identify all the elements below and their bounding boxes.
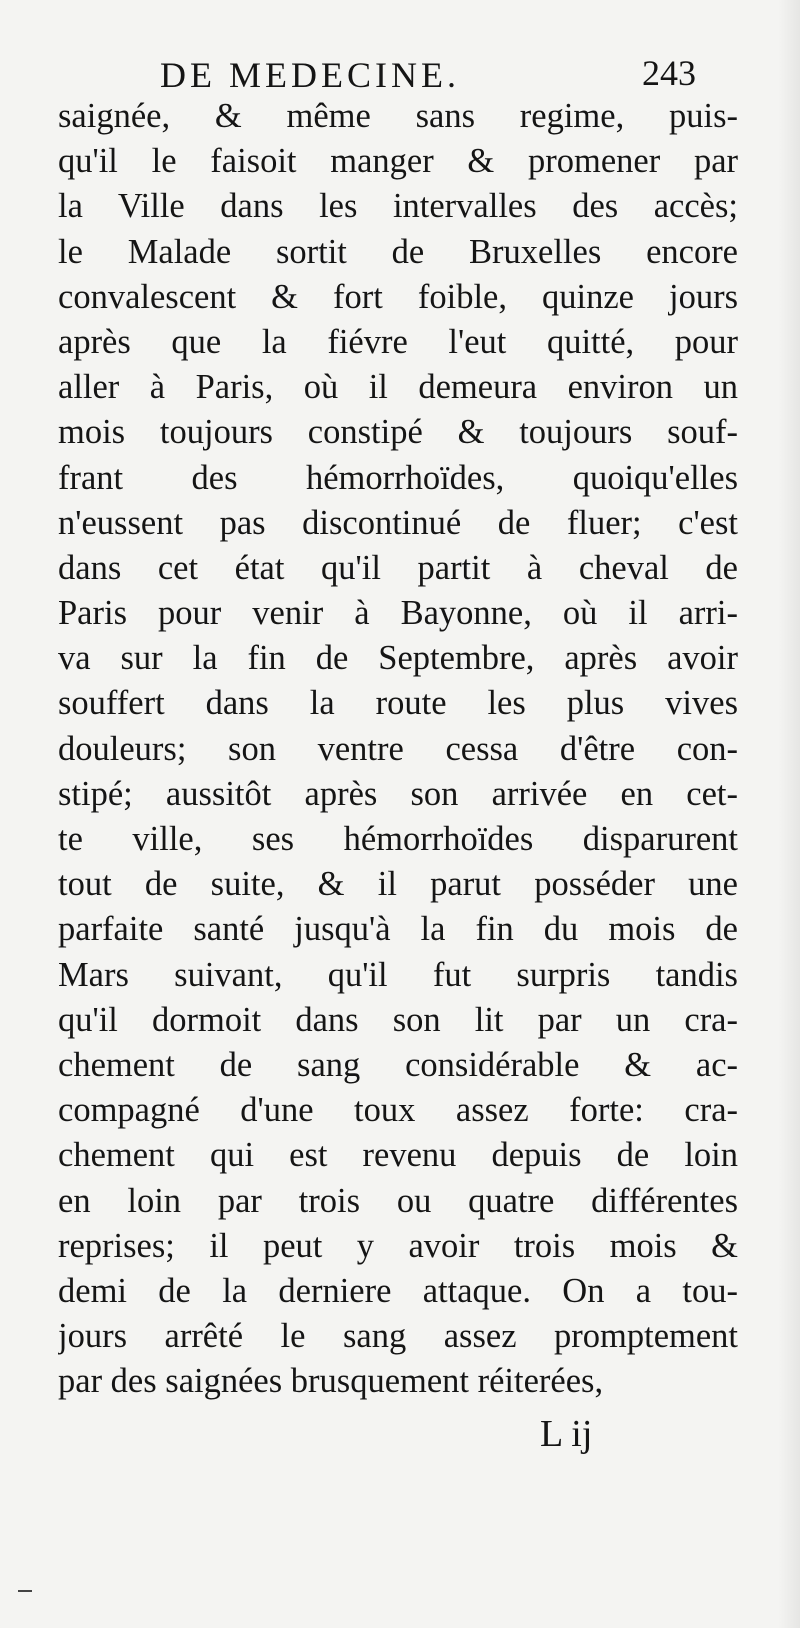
text-line: convalescent & fort foible, quinze jours xyxy=(58,277,738,316)
margin-mark xyxy=(18,1590,32,1592)
text-line: qu'il dormoit dans son lit par un cra- xyxy=(58,1000,738,1039)
text-line: mois toujours constipé & toujours souf- xyxy=(58,413,738,452)
text-line: compagné d'une toux assez forte: cra- xyxy=(58,1091,738,1130)
text-line: frant des hémorrhoïdes, quoiqu'elles xyxy=(58,458,738,497)
text-line: douleurs; son ventre cessa d'être con- xyxy=(58,729,738,768)
text-line: souffert dans la route les plus vives xyxy=(58,684,738,723)
text-line: chement de sang considérable & ac- xyxy=(58,1045,738,1084)
text-line: chement qui est revenu depuis de loin xyxy=(58,1136,738,1175)
text-line: te ville, ses hémorrhoïdes disparurent xyxy=(58,820,738,858)
text-line: la Ville dans les intervalles des accès; xyxy=(58,187,738,226)
body-text xyxy=(58,94,738,1404)
text-line: reprises; il peut y avoir trois mois & xyxy=(58,1226,738,1265)
text-line: par des saignées brusquement réiterées, xyxy=(58,1362,604,1401)
text-line: demi de la derniere attaque. On a tou- xyxy=(58,1271,738,1310)
text-line: jours arrêté le sang assez promptement xyxy=(58,1317,738,1356)
text-line: Mars suivant, qu'il fut surpris tandis xyxy=(58,955,738,994)
text-line: saignée, & même sans regime, puis- xyxy=(58,97,738,135)
text-line: n'eussent pas discontinué de fluer; c'est xyxy=(58,503,738,542)
text-line: va sur la fin de Septembre, après avoir xyxy=(58,639,738,678)
text-line: dans cet état qu'il partit à cheval de xyxy=(58,548,738,587)
text-line: en loin par trois ou quatre différentes xyxy=(58,1181,738,1220)
text-line: aller à Paris, où il demeura environ un xyxy=(58,368,738,407)
text-line: tout de suite, & il parut posséder une xyxy=(58,865,738,904)
text-line: le Malade sortit de Bruxelles encore xyxy=(58,232,738,271)
page-number: 243 xyxy=(642,53,696,93)
text-line: parfaite santé jusqu'à la fin du mois de xyxy=(58,910,738,949)
signature-mark: L ij xyxy=(540,1413,593,1455)
text-line: Paris pour venir à Bayonne, où il arri- xyxy=(58,594,738,633)
text-line: après que la fiévre l'eut quitté, pour xyxy=(58,322,738,361)
text-line: qu'il le faisoit manger & promener par xyxy=(58,142,738,181)
text-line: stipé; aussitôt après son arrivée en cet- xyxy=(58,774,738,813)
running-head: DE MEDECINE. xyxy=(160,55,460,95)
